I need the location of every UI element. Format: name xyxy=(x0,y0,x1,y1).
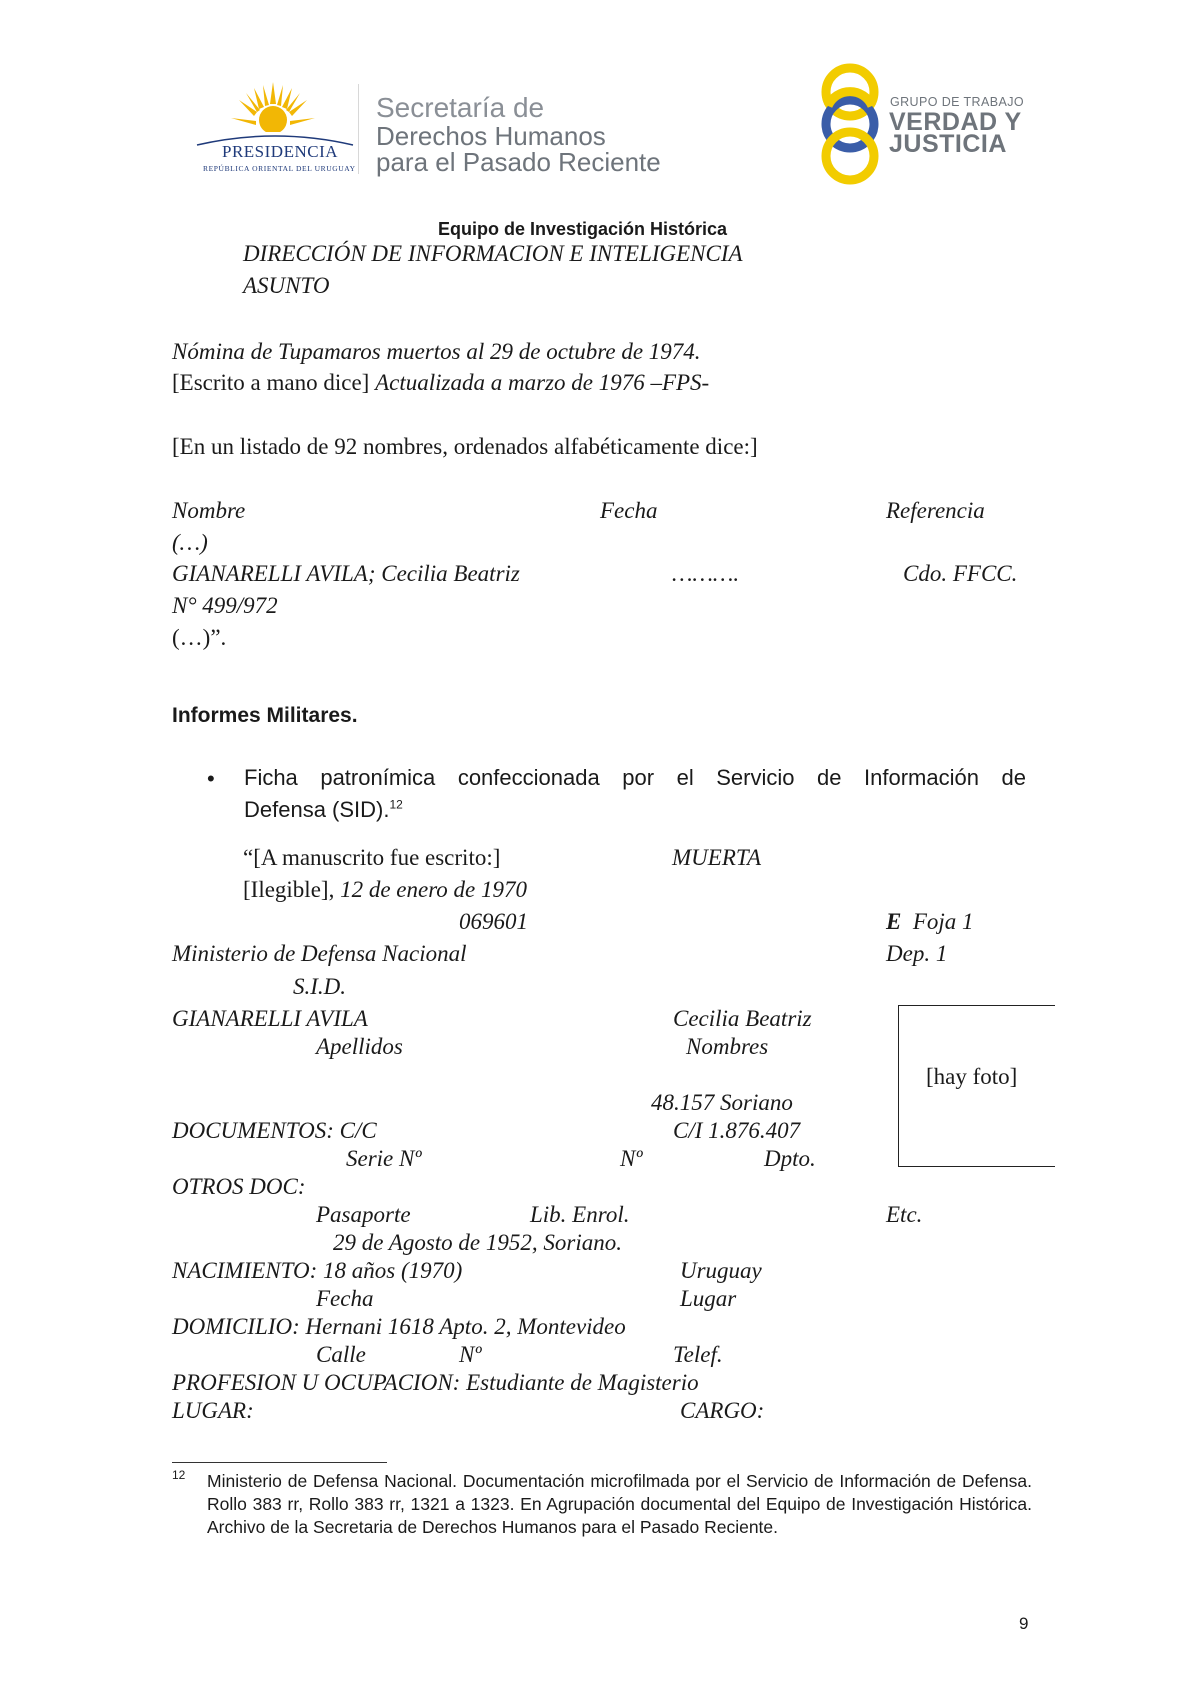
header-referencia: Referencia xyxy=(886,498,985,523)
ellipsis-open: (…) xyxy=(172,530,208,555)
ficha-serie: Serie Nº xyxy=(346,1146,422,1171)
ficha-nombres-val: Cecilia Beatriz xyxy=(673,1006,812,1031)
ficha-dpto: Dpto. xyxy=(764,1146,816,1171)
ficha-n: Nº xyxy=(620,1146,643,1171)
ficha-sid: S.I.D. xyxy=(293,974,347,999)
ficha-n2: Nº xyxy=(459,1342,482,1367)
nomina-actualizada xyxy=(172,370,709,396)
ficha-lugar: LUGAR: xyxy=(172,1398,254,1423)
ficha-ilegible xyxy=(243,877,527,903)
ficha-telef: Telef. xyxy=(673,1342,723,1367)
secretaria-line2: Derechos Humanos xyxy=(376,121,606,151)
ficha-ministerio: Ministerio de Defensa Nacional xyxy=(172,941,467,966)
ficha-apellidos-lbl: Apellidos xyxy=(316,1034,403,1059)
nomina-listado: [En un listado de 92 nombres, ordenados alfabéticamente dice:] xyxy=(172,434,758,459)
ficha-fecha-nac: 29 de Agosto de 1952, Soriano. xyxy=(333,1230,622,1255)
ficha-lib: Lib. Enrol. xyxy=(530,1202,630,1227)
presidencia-sub: REPÚBLICA ORIENTAL DEL URUGUAY xyxy=(203,164,356,173)
ficha-calle: Calle xyxy=(316,1342,366,1367)
footnote-divider xyxy=(172,1462,387,1463)
secretaria-divider xyxy=(358,84,359,174)
ficha-dep: Dep. 1 xyxy=(886,941,948,966)
ficha-uruguay: Uruguay xyxy=(680,1258,762,1283)
bullet-line2 xyxy=(244,797,403,823)
nomina-title: Nómina de Tupamaros muertos al 29 de octubre de 1974. xyxy=(172,339,701,364)
ficha-apellido: GIANARELLI AVILA xyxy=(172,1006,368,1031)
nomina-actualizada-text: Actualizada a marzo de 1976 –FPS- xyxy=(375,370,710,395)
foja-e: E xyxy=(886,909,902,934)
presidencia-name: PRESIDENCIA xyxy=(222,142,339,161)
header-nombre: Nombre xyxy=(172,498,246,523)
ilegible-date: 12 de enero de 1970 xyxy=(340,877,528,902)
ficha-numero: 069601 xyxy=(459,909,528,934)
nomina-escrito: [Escrito a mano dice] xyxy=(172,370,376,395)
row-nombre: GIANARELLI AVILA; Cecilia Beatriz xyxy=(172,561,520,586)
grupo-line2: VERDAD Y xyxy=(889,108,1022,136)
rings-icon xyxy=(814,62,886,186)
footnote-text: Ministerio de Defensa Nacional. Documentación microfilmada por el Servicio de Información de Defensa. Rollo 383 rr, Rollo 383 rr, 1321 a 1323. En Agrupación documental del Equipo de Investigación Histórica. Archivo de la Secretaria de Derechos Humanos para el Pasado Reciente. xyxy=(207,1471,1032,1537)
bullet-dot: • xyxy=(207,766,215,791)
photo-label: [hay foto] xyxy=(926,1064,1018,1089)
ilegible-label: [Ilegible], xyxy=(243,877,341,902)
ficha-documentos: DOCUMENTOS: C/C xyxy=(172,1118,377,1143)
ficha-manuscrito: “[A manuscrito fue escrito:] xyxy=(243,845,501,870)
row-numero: N° 499/972 xyxy=(172,593,278,618)
bullet-line2-text: Defensa (SID). xyxy=(244,797,390,822)
footnote-ref[interactable]: 12 xyxy=(389,797,403,812)
bullet-line1-text: Ficha patronímica confeccionada por el Servicio de Información de xyxy=(244,765,1026,790)
foja-text: Foja 1 xyxy=(912,909,974,934)
ellipsis-close: (…)”. xyxy=(172,625,227,650)
grupo-line1: GRUPO DE TRABAJO xyxy=(890,95,1024,109)
ficha-lugar-lbl: Lugar xyxy=(680,1286,737,1311)
footnote-number: 12 xyxy=(172,1468,186,1482)
ficha-profesion: PROFESION U OCUPACION: Estudiante de Magisterio xyxy=(172,1370,699,1395)
ficha-ci: C/I 1.876.407 xyxy=(673,1118,801,1143)
secretaria-line1: Secretaría de xyxy=(376,92,545,123)
ficha-foja xyxy=(886,909,974,935)
row-fecha: ………. xyxy=(672,561,740,586)
header-fecha: Fecha xyxy=(600,498,658,523)
ficha-otros: OTROS DOC: xyxy=(172,1174,306,1199)
secretaria-line3: para el Pasado Reciente xyxy=(376,147,661,177)
grupo-line3: JUSTICIA xyxy=(889,130,1007,158)
informes-heading: Informes Militares. xyxy=(172,704,358,727)
ficha-nacimiento: NACIMIENTO: 18 años (1970) xyxy=(172,1258,463,1283)
row-referencia: Cdo. FFCC. xyxy=(903,561,1018,586)
direccion-line2: ASUNTO xyxy=(243,273,330,298)
ficha-domicilio: DOMICILIO: Hernani 1618 Apto. 2, Montevideo xyxy=(172,1314,626,1339)
team-title: Equipo de Investigación Histórica xyxy=(438,219,728,239)
page-number: 9 xyxy=(1019,1614,1029,1633)
ficha-etc: Etc. xyxy=(886,1202,923,1227)
direccion-line1: DIRECCIÓN DE INFORMACION E INTELIGENCIA xyxy=(243,241,743,266)
bullet-line1 xyxy=(244,765,1026,791)
ficha-cargo: CARGO: xyxy=(680,1398,765,1423)
ficha-nombres-lbl: Nombres xyxy=(686,1034,769,1059)
ficha-pasaporte: Pasaporte xyxy=(316,1202,411,1227)
ficha-fecha-lbl: Fecha xyxy=(316,1286,374,1311)
ficha-muerta: MUERTA xyxy=(672,845,762,870)
ficha-soriano: 48.157 Soriano xyxy=(651,1090,793,1115)
